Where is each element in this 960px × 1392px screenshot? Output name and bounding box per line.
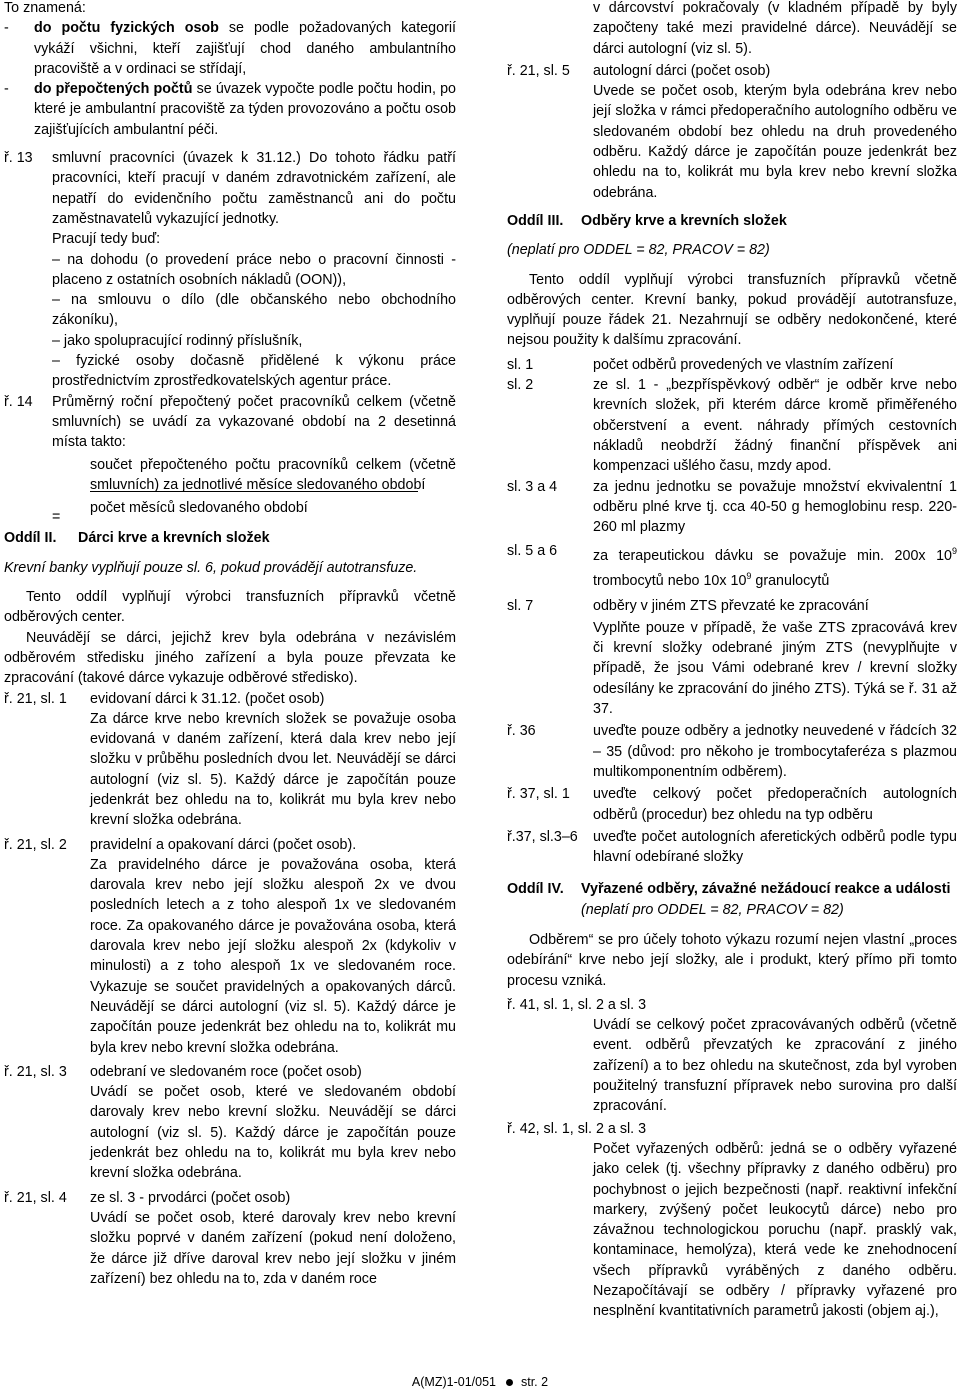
sl1-def: sl. 1 počet odběrů provedených ve vlastním zařízení [507, 356, 894, 373]
formula: součet přepočteného počtu pracovníků celkem (včetně smluvních) za jednotlivé měsíce sledovaného období = počet měsíců sledovaného období [52, 456, 456, 525]
item-sl2: ř. 21, sl. 2 pravidelní a opakovaní dárci (počet osob). Za pravidelného dárce je považována osoba, která darovala krev nebo její složku alespoň 2x ve dvou posledních letech a z toho alespoň 1x ve sledovaném roce. Za opakovaného dárce je považována osoba, která darovala krev nebo její složku alespoň 2x (kdykoliv v minulosti) a z toho alespoň 1x ve sledovaném roce. Vykazuje se součet pravidelných a opakovaných dárců. Neuvádějí se dárci autologní (viz sl. 5). Každý dárce je započítán pouze jedenkrát bez ohledu na to, kolikrát mu byla krev nebo krevní složka odebrána. [4, 836, 456, 1056]
section-4-header: Oddíl IV. Vyřazené odběry, závažné nežádoucí reakce a události [507, 881, 951, 898]
sl7-def: sl. 7 odběry v jiném ZTS převzaté ke zpracování Vyplňte pouze v případě, že vaše ZTS zpracovává krev či krevní složky odebrané jiným ZTS (nevyplňujte v případě, že jsou Vámi odebrané krev / krevní složky odesílány ke zpracování do jiného ZTS). Týká se ř. 31 až 37. [507, 597, 957, 718]
bullet-2: - do přepočtených počtů se úvazek vypočte podle počtu hodin, po které je ambulantní pracoviště za týden provozováno a počtu osob zajišťujících ambulantní péči. [4, 81, 456, 138]
sl34-def: sl. 3 a 4 za jednu jednotku se považuje množství ekvivalentní 1 odběru plné krve tj. cca 40-50 g hemoglobinu resp. 220-260 ml plazmy [507, 478, 957, 536]
item-sl1: ř. 21, sl. 1 evidovaní dárci k 31.12. (počet osob) Za dárce krve nebo krevních složek se považuje osoba evidovaná v daném zařízení, která dala krev nebo její složku v průběhu posledních dvou let. Neuvádějí se dárci autologní (viz sl. 5). Každý dárce je započítán pouze jedenkrát bez ohledu na to, kolikrát mu byla krev nebo krevní složka odebrána. [4, 690, 456, 829]
sl2-def: sl. 2 ze sl. 1 - „bezpříspěvkový odběr“ je odběr krve nebo krevních složek, při kterém dárce kromě přiměřeného občerstvení a event. náhrady přímých cestovních nákladů neobdrží žádný finanční příspěvek ani kompenzaci ušlého času, mzdy apod. [507, 377, 957, 475]
r37-def: ř. 37, sl. 1 uveďte celkový počet předoperačních autologních odběrů (procedur) bez ohledu na typ odběru [507, 786, 957, 823]
item-sl3: ř. 21, sl. 3 odebraní ve sledovaném roce (počet osob) Uvádí se počet osob, které ve sledovaném období darovaly krev nebo krevní složku. Neuvádějí se dárci autologní (viz sl. 5). Každý dárce je započítán pouze jedenkrát bez ohledu na to, kolikrát mu byla krev nebo krevní složka odebrána. [4, 1063, 456, 1182]
row-14: ř. 14 Průměrný roční přepočtený počet pracovníků celkem (včetně smluvních) se uvádí za vykazované období na 2 desetinná místa takto: součet přepočteného počtu pracovníků celkem (včetně smluvních) za jednotlivé měsíce sledovaného období = počet měsíců sledovaného období [4, 393, 456, 525]
section-2-header: Oddíl II. Dárci krve a krevních složek [4, 530, 270, 547]
page-footer: A(MZ)1-01/051 str. 2 [411, 1375, 549, 1389]
bullet-1: - do počtu fyzických osob se podle požadovaných kategorií vykáží všichni, kteří zajišťují chod daného ambulantního pracoviště a v ordinaci se střídají, [4, 20, 456, 77]
r37b-def: ř.37, sl.3–6 uveďte počet autologních aferetických odběrů podle typu hlavní odebírané složky [507, 828, 957, 866]
right-column: v dárcovství pokračovaly (v kladném případě by byly započteny také mezi pravidelné dárce). Neuvádějí se dárci autologní (viz sl. 5). ř. 21, sl. 5 autologní dárci (počet osob) Uvede se počet osob, kterým byla odebrána krev nebo její složka v rámci předoperačního autologního odběru ve sledovaném období bez ohledu na druh provedeného odběru. Každý dárce je započítán pouze jedenkrát bez ohledu na to, kolikrát mu byla krev nebo krevní složka odebrána. Oddíl III. Odběry krve a krevních složek (neplatí pro ODDEL = 82, PRACOV = 82) Tento oddíl vyplňují výrobci transfuzních přípravků včetně odběrových center. Krevní banky, pokud provádějí autotransfuze, vyplňují pouze řádek 21. Nezahrnují se odběry nedokončené, které nejsou použity k dalšímu zpracování. sl. 1 počet odběrů provedených ve vlastním zařízení sl. 2 ze sl. 1 - „bezpříspěvkový odběr“ je odběr krve nebo krevních složek, při kterém dárce kromě přiměřeného občerstvení a event. náhrady přímých cestovních nákladů neobdrží žádný finanční příspěvek ani kompenzaci ušlého času, mzdy apod. sl. 3 a 4 za jednu jednotku se považuje množství ekvivalentní 1 odběru plné krve tj. cca 40-50 g hemoglobinu resp. 220-260 ml plazmy sl. 5 a 6 za terapeutickou dávku se považuje min. 200x $10^9$ trombocytů nebo 10x $10^9$ granulocytů sl. 7 odběry v jiném ZTS převzaté ke zpracování Vyplňte pouze v případě, že vaše ZTS zpracovává krev či krevní složky odebrané jiným ZTS (nevyplňujte v případě, že jsou Vámi odebrané krev / krevní složky odesílány ke zpracování do jiného ZTS). Týká se ř. 31 až 37. ř. 36 uveďte pouze odběry a jednotky neuvedené v řádcích 32 – 35 (důvod: pro někoho je trombocytaferéza s plazmou multikomponentním odběrem). ř. 37, sl. 1 uveďte celkový počet předoperačních autologních odběrů (procedur) bez ohledu na typ odběru ř.37, sl.3–6 uveďte počet autologních aferetických odběrů podle typu hlavní odebírané složky Oddíl IV. Vyřazené odběry, závažné nežádoucí reakce a události (neplatí pro ODDEL = 82, PRACOV = 82) Odběrem“ se pro účely tohoto výkazu rozumí nejen vlastní „proces odebírání“ krve nebo její složky, ale i produkt, který přímo při tomto procesu vzniká. ř. 41, sl. 1, sl. 2 a sl. 3 Uvádí se celkový počet zpracovávaných odběrů (včetně event. odběrů převzatých ke zpracování z jiného zařízení) a to bez ohledu na skutečnost, zda byl vyroben použitelný transfuzní přípravek nebo surovina pro další zpracování. ř. 42, sl. 1, sl. 2 a sl. 3 Počet vyřazených odběrů: jedná se o odběry vyřazené jako celek (tj. všechny přípravky z daného odběru) pro pochybnost o jejich bezpečnosti (např. reaktivní infekční markery, zvýšený počet leukocytů dárce) nebo pro závažnou technologickou poruchu (např. prasklý vak, kontaminace, hemolýza), která vede ke znehodnocení všech přípravků vyráběných z daného odběru. Nezapočítávají se odběry / přípravky vyřazené pro nesplnění kvantitativních parametrů jakosti (objem aj.), [507, 0, 957, 1320]
intro: To znamená: [4, 0, 86, 16]
item-sl4: ř. 21, sl. 4 ze sl. 3 - prvodárci (počet osob) Uvádí se počet osob, které darovaly krev nebo krevní složku poprvé v daném zařízení (pokud není doloženo, že dárce již dříve daroval krev nebo její složku v jiném zařízení) bez ohledu na to, zda v daném roce [4, 1189, 456, 1287]
sl56-def: sl. 5 a 6 za terapeutickou dávku se považuje min. 200x $10^9$ trombocytů nebo 10x $10^9$ granulocytů [507, 543, 957, 590]
item-sl5: ř. 21, sl. 5 autologní dárci (počet osob) Uvede se počet osob, kterým byla odebrána krev nebo její složka v rámci předoperačního autologního odběru ve sledovaném období bez ohledu na druh provedeného odběru. Každý dárce je započítán pouze jedenkrát bez ohledu na to, kolikrát mu byla krev nebo krevní složka odebrána. [507, 62, 957, 201]
section-3-header: Oddíl III. Odběry krve a krevních složek [507, 212, 787, 229]
left-column: To znamená: - do počtu fyzických osob se podle požadovaných kategorií vykáží všichni, kteří zajišťují chod daného ambulantního pracoviště a v ordinaci se střídají, - do přepočtených počtů se úvazek vypočte podle počtu hodin, po které je ambulantní pracoviště za týden provozováno a počtu osob zajišťujících ambulantní péči. ř. 13 smluvní pracovníci (úvazek k 31.12.) Do tohoto řádku patří pracovníci, kteří pracují v daném zdravotnickém zařízení, ale nepatří do evidenčního počtu zaměstnanců ani do počtu zaměstnavatelů vykazující jednotky. Pracují tedy buď: – na dohodu (o provedení práce nebo o pracovní činnosti - placeno z ostatních osobních nákladů (OON)), – na smlouvu o dílo (dle občanského nebo obchodního zákoníku), – jako spolupracující rodinný příslušník, – fyzické osoby dočasně přidělené k výkonu práce prostřednictvím zprostředkovatelských agentur práce. ř. 14 Průměrný roční přepočtený počet pracovníků celkem (včetně smluvních) se uvádí za vykazované období na 2 desetinná místa takto: součet přepočteného počtu pracovníků celkem (včetně smluvních) za jednotlivé měsíce sledovaného období = počet měsíců sledovaného období Oddíl II. Dárci krve a krevních složek Krevní banky vyplňují pouze sl. 6, pokud provádějí autotransfuze. Tento oddíl vyplňují výrobci transfuzních přípravků včetně odběrových center. Neuvádějí se dárci, jejichž krev byla odebrána v nezávislém odběrovém středisku jiného zařízení a byla pouze převzata ke zpracování (takové dárce vykazuje odběrové středisko). ř. 21, sl. 1 evidovaní dárci k 31.12. (počet osob) Za dárce krve nebo krevních složek se považuje osoba evidovaná v daném zařízení, která dala krev nebo její složku v průběhu posledních dvou let. Neuvádějí se dárci autologní (viz sl. 5). Každý dárce je započítán pouze jedenkrát bez ohledu na to, kolikrát mu byla krev nebo krevní složka odebrána. ř. 21, sl. 2 pravidelní a opakovaní dárci (počet osob). Za pravidelného dárce je považována osoba, která darovala krev nebo její složku alespoň 2x ve dvou posledních letech a z toho alespoň 1x ve sledovaném roce. Za opakovaného dárce je považována osoba, která darovala krev nebo její složku alespoň 2x (kdykoliv v minulosti) a z toho alespoň 1x ve sledovaném roce. Vykazuje se součet pravidelných a opakovaných dárců. Neuvádějí se dárci autologní (viz sl. 5). Každý dárce je započítán pouze jedenkrát bez ohledu na to, kolikrát mu byla krev nebo krevní složka odebrána. ř. 21, sl. 3 odebraní ve sledovaném roce (počet osob) Uvádí se počet osob, které ve sledovaném období darovaly krev nebo krevní složku. Neuvádějí se dárci autologní (viz sl. 5). Každý dárce je započítán pouze jedenkrát bez ohledu na to, kolikrát mu byla krev nebo krevní složka odebrána. ř. 21, sl. 4 ze sl. 3 - prvodárci (počet osob) Uvádí se počet osob, které darovaly krev nebo krevní složku poprvé v daném zařízení (pokud není doloženo, že dárce již dříve daroval krev nebo její složku v jiném zařízení) bez ohledu na to, zda v daném roce [4, 0, 456, 1289]
row-13: ř. 13 smluvní pracovníci (úvazek k 31.12.) Do tohoto řádku patří pracovníci, kteří pracují v daném zdravotnickém zařízení, ale nepatří do evidenčního počtu zaměstnanců ani do počtu zaměstnavatelů vykazující jednotky. Pracují tedy buď: – na dohodu (o provedení práce nebo o pracovní činnosti - placeno z ostatních osobních nákladů (OON)), – na smlouvu o dílo (dle občanského nebo obchodního zákoníku), – jako spolupracující rodinný příslušník, – fyzické osoby dočasně přidělené k výkonu práce prostřednictvím zprostředkovatelských agentur práce. [4, 150, 456, 390]
bullet-dot [506, 1379, 513, 1386]
r36-def: ř. 36 uveďte pouze odběry a jednotky neuvedené v řádcích 32 – 35 (důvod: pro někoho je trombocytaferéza s plazmou multikomponentním odběrem). [507, 723, 957, 780]
